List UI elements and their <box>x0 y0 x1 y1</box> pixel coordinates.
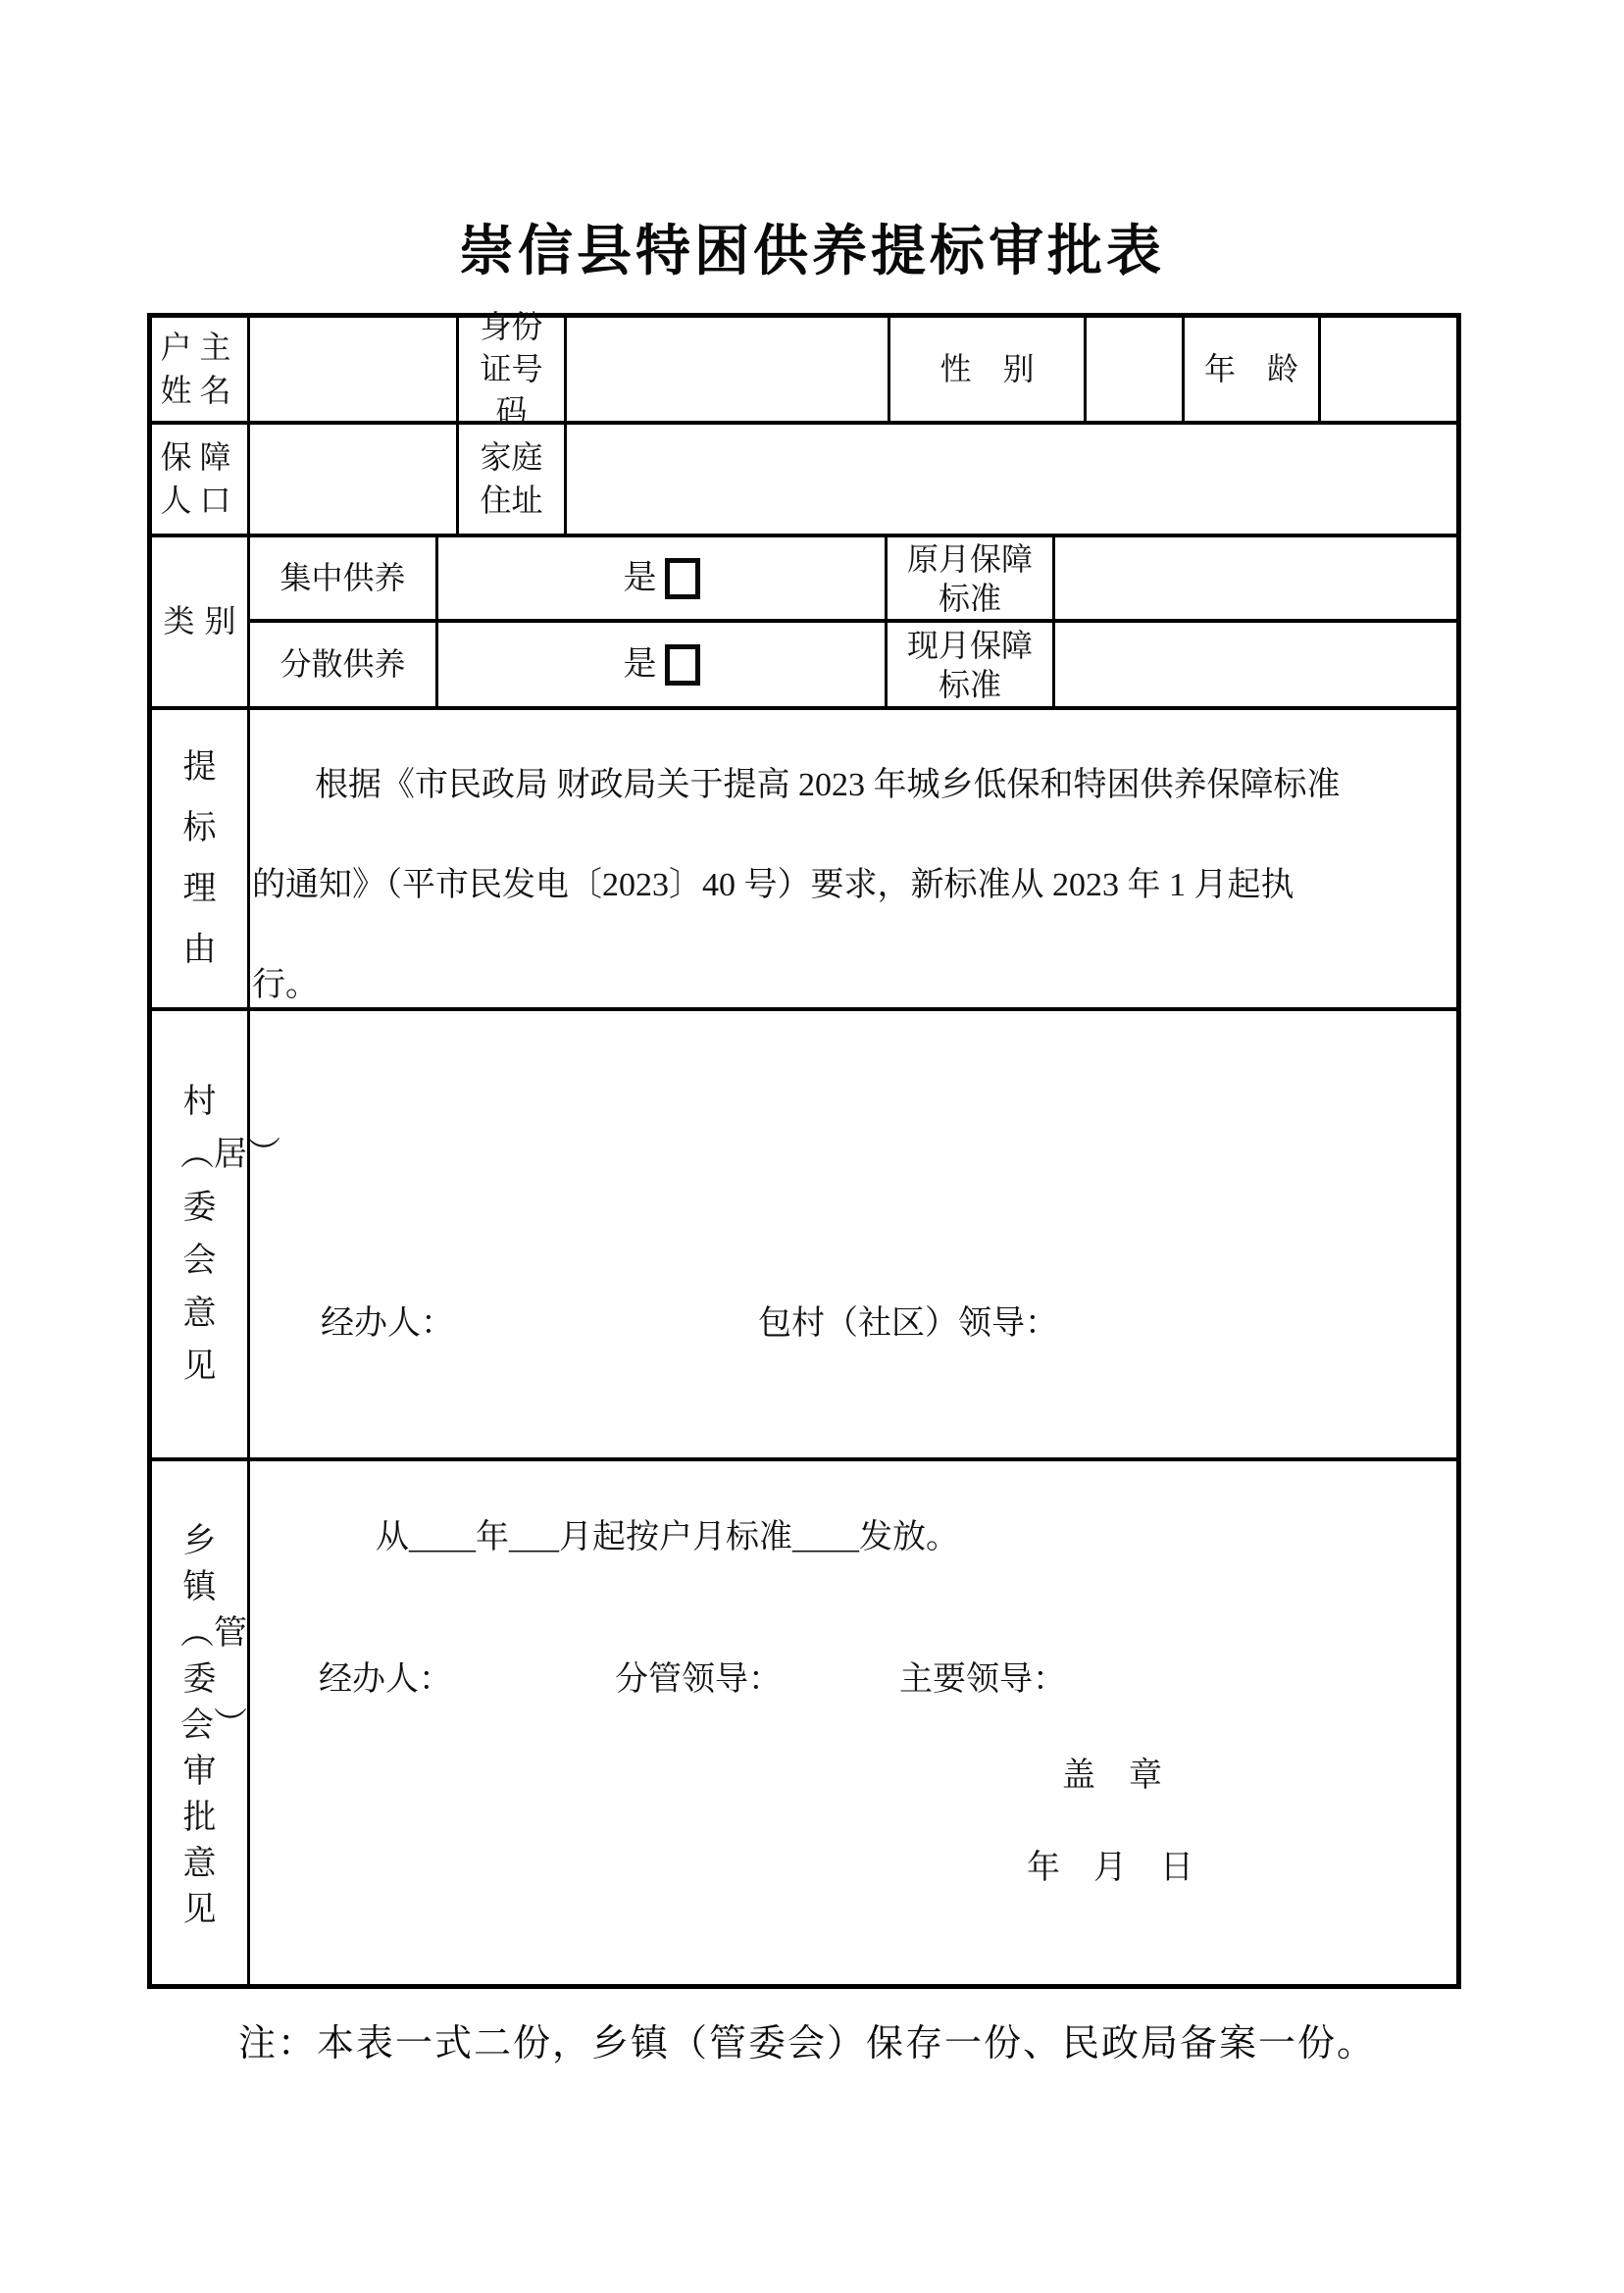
township-deputy-leader-label: 分管领导： <box>615 1661 782 1698</box>
village-committee-opinion-label-text: 村︵居︶委会意见 <box>179 1083 280 1385</box>
reason-line: 根据《市民政局 财政局关于提高 2023 年城乡低保和特困供养保障标准 <box>315 767 1341 803</box>
original-monthly-standard-label: 原月保障标准 <box>888 537 1055 623</box>
village-committee-opinion-body <box>250 1011 1456 1461</box>
yes-label: 是 <box>623 645 657 683</box>
centralized-yes-cell <box>438 537 888 623</box>
current-monthly-standard-label: 现月保障标准 <box>888 623 1055 710</box>
age-value-cell <box>1321 318 1456 425</box>
village-committee-opinion-label <box>152 1011 280 1461</box>
dispersed-yes-cell <box>438 623 888 710</box>
household-head-name-value-cell <box>250 318 459 425</box>
village-leader-label: 包村（社区）领导： <box>758 1305 1058 1342</box>
township-seal-label: 盖 章 <box>1062 1758 1162 1794</box>
protected-population-value-cell <box>250 425 459 537</box>
gender-value-cell <box>1087 318 1185 425</box>
protected-population-label: 保障人口 <box>152 425 250 537</box>
raise-reason-label <box>152 710 250 1011</box>
home-address-label: 家庭住址 <box>459 425 567 537</box>
category-label: 类别 <box>152 537 250 710</box>
footer-note: 注：本表一式二份，乡镇（管委会）保存一份、民政局备案一份。 <box>238 2023 1377 2064</box>
household-head-name-label: 户主姓名 <box>152 318 250 425</box>
township-main-leader-label: 主要领导： <box>899 1661 1066 1698</box>
village-handler-label: 经办人： <box>321 1305 454 1342</box>
raise-reason-body <box>250 710 1456 1011</box>
yes-label: 是 <box>623 559 657 596</box>
id-number-label: 身份证号码 <box>459 318 567 425</box>
raise-reason-label-text: 提标理由 <box>182 748 217 968</box>
dispersed-support-label: 分散供养 <box>250 623 438 710</box>
gender-label: 性 别 <box>890 318 1087 425</box>
dispersed-yes-checkbox <box>665 644 700 686</box>
reason-line: 的通知》（平市民发电〔2023〕40 号）要求，新标准从 2023 年 1 月起执 <box>252 867 1294 903</box>
reason-line: 行。 <box>252 967 319 1003</box>
centralized-support-label: 集中供养 <box>250 537 438 623</box>
original-monthly-standard-value-cell <box>1055 537 1456 623</box>
township-date-label: 年 月 日 <box>1027 1850 1193 1886</box>
current-monthly-standard-value-cell <box>1055 623 1456 710</box>
age-label: 年 龄 <box>1185 318 1321 425</box>
centralized-yes-checkbox <box>665 558 700 599</box>
home-address-value-cell <box>567 425 1456 537</box>
township-issue-line: 从____年___月起按户月标准____发放。 <box>376 1519 959 1555</box>
id-number-value-cell <box>567 318 890 425</box>
approval-form-table <box>147 308 1461 1989</box>
township-approval-opinion-body <box>250 1461 1456 1989</box>
township-handler-label: 经办人： <box>319 1661 452 1698</box>
page-title: 崇信县特困供养提标审批表 <box>459 222 1165 282</box>
township-approval-opinion-label-text: 乡镇︵管委会︶审批意见 <box>179 1522 247 1928</box>
township-approval-opinion-label <box>152 1461 250 1989</box>
